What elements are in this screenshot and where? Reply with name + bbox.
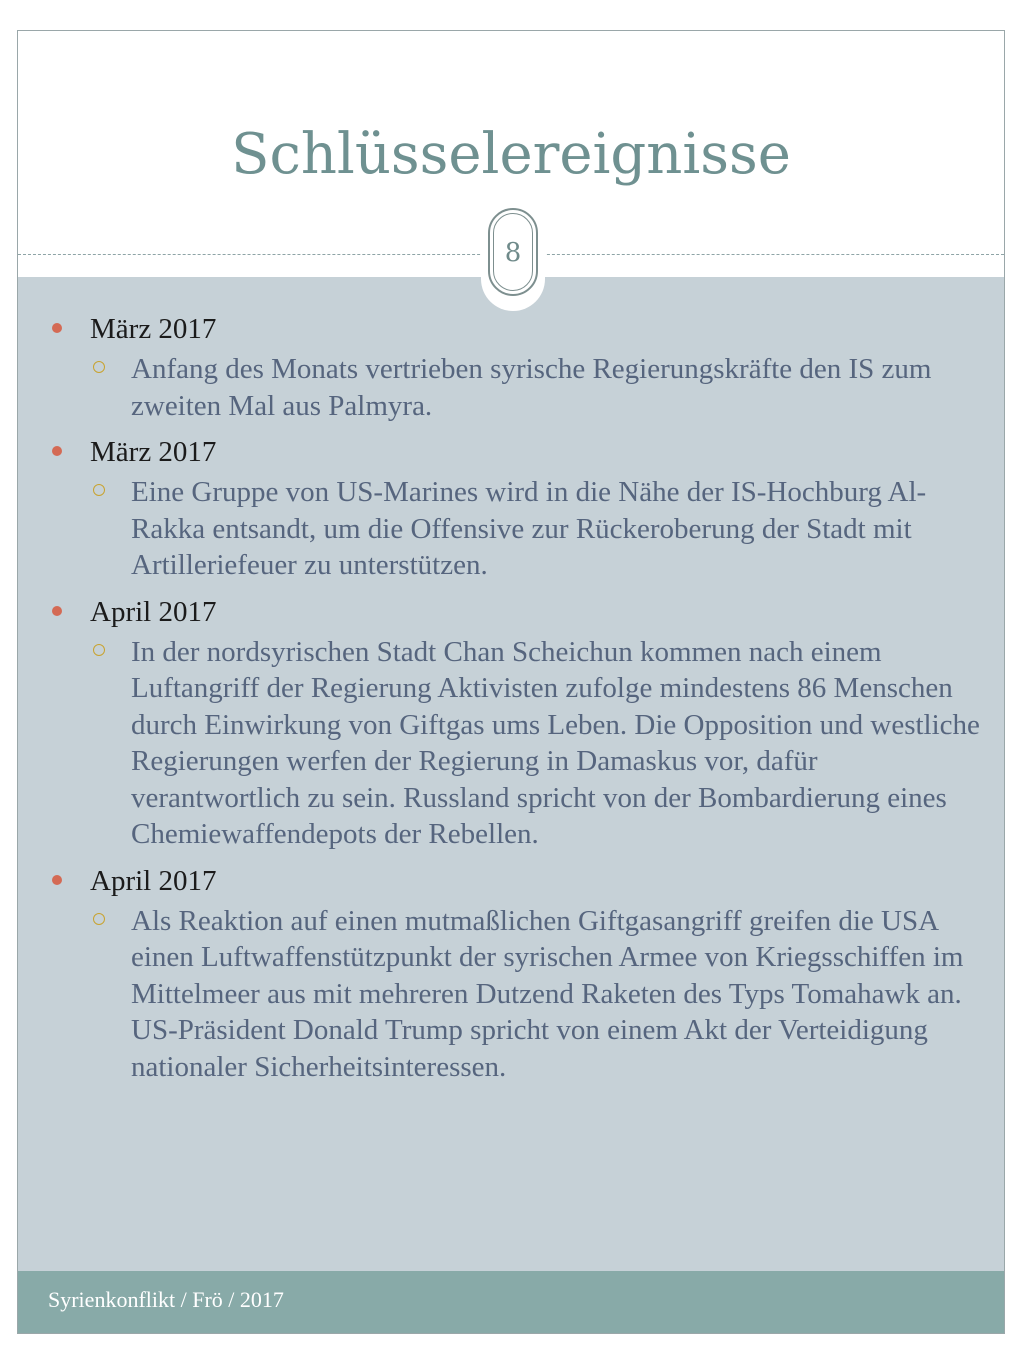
event-description [131, 903, 981, 1086]
event-description-text: Anfang des Monats vertrieben syrische Regierungskräfte den IS zum zweiten Mal aus Palmyra. [131, 353, 932, 422]
ring-icon [93, 484, 105, 496]
event-date-label: März 2017 [90, 313, 217, 345]
filled-dot-icon [52, 323, 62, 333]
event-list [18, 311, 1004, 1095]
event-description-text: Als Reaktion auf einen mutmaßlichen Giftgasangriff greifen die USA einen Luftwaffenstützpunkt der syrischen Armee von Kriegsschiffen im Mittelmeer aus mit mehreren Dutzend Raketen des Typs Tomahawk an. US-Präsident Donald Trump spricht von einem Akt der Verteidigung nationaler Sicherheitsinteressen. [131, 904, 964, 1083]
event-date [90, 594, 1004, 634]
ring-icon [93, 361, 105, 373]
event-description [131, 634, 981, 853]
slide-title: Schlüsselereignisse [231, 122, 791, 187]
event-description-text: Eine Gruppe von US-Marines wird in die Nähe der IS-Hochburg Al-Rakka entsandt, um die Offensive zur Rückeroberung der Stadt mit Artilleriefeuer zu unterstützen. [131, 476, 927, 581]
filled-dot-icon [52, 606, 62, 616]
event-date [90, 863, 1004, 903]
ring-icon [93, 913, 105, 925]
slide [17, 30, 1005, 1334]
event-description-text: In der nordsyrischen Stadt Chan Scheichun kommen nach einem Luftangriff der Regierung Aktivisten zufolge mindestens 86 Menschen durch Einwirkung von Giftgas ums Leben. Die Opposition und westliche Regierungen werfen der Regierung in Damaskus vor, dafür verantwortlich zu sein. Russland spricht von der Bombardierung eines Chemiewaffendepots der Rebellen. [131, 635, 980, 850]
event-description [131, 474, 981, 584]
filled-dot-icon [52, 446, 62, 456]
event-date [90, 311, 1004, 351]
ring-icon [93, 644, 105, 656]
event-date-label: April 2017 [90, 595, 217, 628]
footer-bar [18, 1271, 1004, 1334]
filled-dot-icon [52, 875, 62, 885]
footer-text: Syrienkonflikt / Frö / 2017 [48, 1287, 284, 1312]
page-number: 8 [493, 213, 533, 291]
event-date-label: März 2017 [90, 436, 217, 468]
event-date-label: April 2017 [90, 864, 217, 897]
event-date [90, 434, 1004, 474]
event-description [131, 351, 981, 424]
